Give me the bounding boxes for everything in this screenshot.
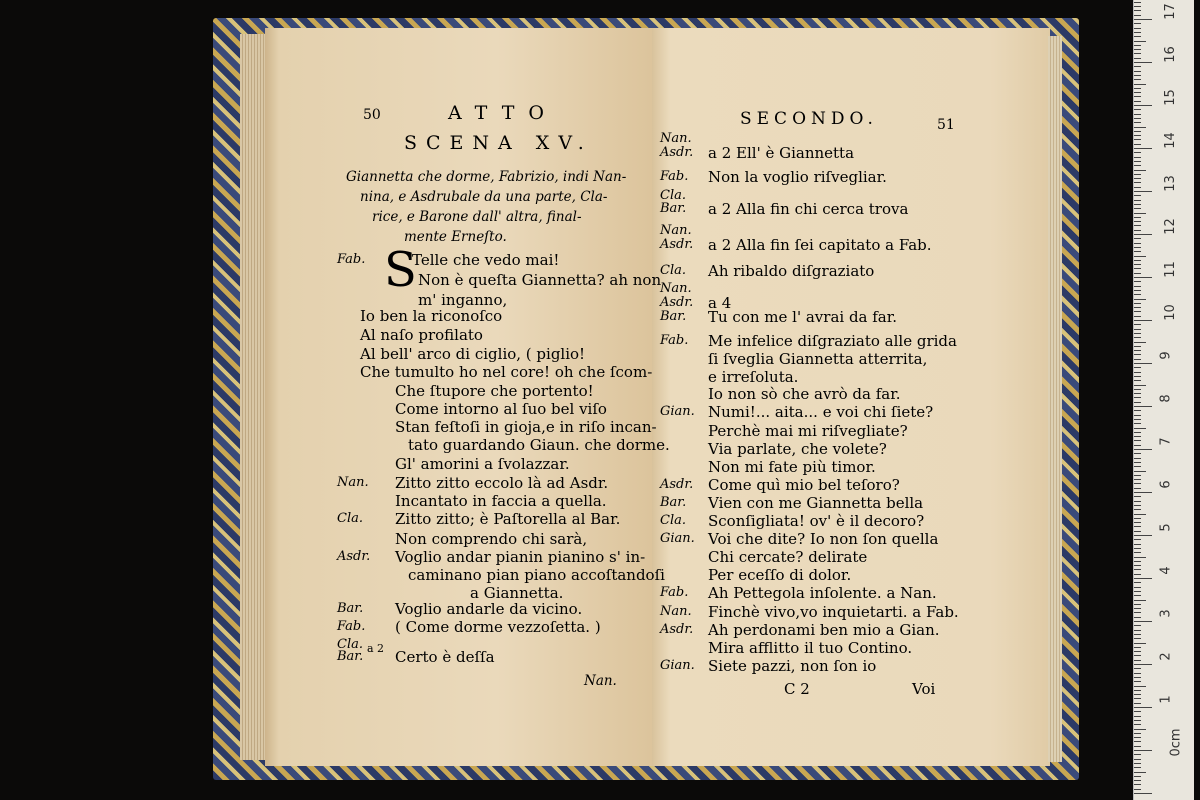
verse-line: Al naſo profilato (360, 326, 483, 344)
ruler-tick (1134, 733, 1141, 734)
speaker-label: Nan. (660, 281, 692, 296)
ruler-tick (1134, 118, 1141, 119)
verse-line: Via parlate, che volete? (708, 440, 887, 458)
ruler-tick (1134, 677, 1141, 678)
ruler-tick (1134, 109, 1141, 110)
verse-line: Per eceſſo di dolor. (708, 566, 852, 584)
ruler-tick (1134, 647, 1141, 648)
ruler-tick (1134, 10, 1141, 11)
ruler-tick (1134, 767, 1141, 768)
ruler-tick (1134, 617, 1141, 618)
ruler-tick (1134, 187, 1141, 188)
ruler-tick (1134, 243, 1141, 244)
ruler-tick (1134, 643, 1146, 644)
drop-cap: S (384, 242, 417, 298)
ruler-tick (1134, 346, 1141, 347)
ruler-tick (1134, 58, 1141, 59)
ruler-tick (1134, 277, 1152, 278)
ruler-number: 11 (1162, 261, 1178, 278)
ruler-tick (1134, 225, 1141, 226)
ruler-tick (1134, 664, 1152, 665)
ruler-tick (1134, 578, 1152, 579)
ruler-tick (1134, 62, 1152, 63)
ruler-tick (1134, 131, 1141, 132)
a2-marker-left: a 2 (367, 642, 385, 655)
verse-line: a 4 (708, 294, 732, 312)
ruler-tick (1134, 144, 1141, 145)
ruler-tick (1134, 208, 1141, 209)
verse-line: Chi cercate? delirate (708, 548, 868, 566)
ruler-tick (1134, 505, 1141, 506)
ruler-tick (1134, 514, 1146, 515)
verse-line: a 2 Alla fin chi cerca trova (708, 200, 909, 218)
ruler-tick (1134, 182, 1141, 183)
ruler-tick (1134, 174, 1141, 175)
ruler-tick (1134, 432, 1141, 433)
verse-line: Io non sò che avrò da far. (708, 385, 901, 403)
ruler-tick (1134, 440, 1141, 441)
ruler-number: 8 (1158, 394, 1174, 403)
ruler-tick (1134, 350, 1141, 351)
ruler-number: 15 (1162, 89, 1178, 106)
ruler-tick (1134, 784, 1141, 785)
verse-line: Non mi fate più timor. (708, 458, 876, 476)
ruler-tick (1134, 139, 1141, 140)
stage-direction-line: mente Erneſto. (404, 229, 507, 245)
speaker-label: Fab. (337, 252, 366, 267)
ruler-tick (1134, 53, 1141, 54)
ruler-tick (1134, 759, 1141, 760)
ruler-tick (1134, 6, 1141, 7)
ruler-tick (1134, 539, 1141, 540)
ruler-tick (1134, 630, 1141, 631)
ruler-tick (1134, 763, 1141, 764)
ruler-tick (1134, 402, 1141, 403)
ruler-number: 9 (1158, 351, 1174, 360)
ruler-tick (1134, 273, 1141, 274)
ruler-tick (1134, 483, 1141, 484)
ruler-tick (1134, 96, 1141, 97)
verse-line: Zitto zitto; è Paſtorella al Bar. (395, 510, 621, 528)
ruler-tick (1134, 41, 1146, 42)
verse-line: Telle che vedo mai! (412, 251, 560, 269)
speaker-label: Gian. (660, 404, 695, 419)
ruler-tick (1134, 660, 1141, 661)
ruler-tick (1134, 148, 1152, 149)
ruler-number: 4 (1158, 566, 1174, 575)
ruler-tick (1134, 264, 1141, 265)
ruler-tick (1134, 135, 1141, 136)
verse-line: Che ſtupore che portento! (395, 382, 594, 400)
ruler-tick (1134, 612, 1141, 613)
ruler-tick (1134, 729, 1146, 730)
ruler-tick (1134, 213, 1146, 214)
ruler-tick (1134, 625, 1141, 626)
ruler-tick (1134, 780, 1141, 781)
ruler-tick (1134, 88, 1141, 89)
ruler-tick (1134, 157, 1141, 158)
ruler-tick (1134, 380, 1141, 381)
ruler-tick (1134, 178, 1141, 179)
ruler-tick (1134, 221, 1141, 222)
stage-direction-line: Giannetta che dorme, Fabrizio, indi Nan- (346, 169, 627, 185)
ruler-tick (1134, 720, 1141, 721)
speaker-label: Asdr. (337, 549, 371, 564)
speaker-label: Bar. (337, 649, 364, 664)
ruler-tick (1134, 423, 1141, 424)
ruler-tick (1134, 436, 1141, 437)
verse-line: tato guardando Giaun. che dorme. (408, 436, 670, 454)
verse-line: Ah ribaldo diſgraziato (708, 262, 875, 280)
verse-line: Che tumulto ho nel core! oh che ſcom- (360, 363, 653, 381)
speaker-label: Bar. (660, 309, 687, 324)
ruler-tick (1134, 2, 1141, 3)
ruler-tick (1134, 303, 1141, 304)
verse-line: Come intorno al ſuo bel viſo (395, 400, 607, 418)
ruler-number: 2 (1158, 652, 1174, 661)
ruler-tick (1134, 471, 1146, 472)
ruler-tick (1134, 518, 1141, 519)
ruler-tick (1134, 75, 1141, 76)
verse-line: Stan feſtoſi in gioja,e in riſo incan- (395, 418, 657, 436)
ruler-tick (1134, 294, 1141, 295)
ruler-tick (1134, 591, 1141, 592)
ruler-tick (1134, 574, 1141, 575)
ruler-tick (1134, 268, 1141, 269)
verse-line: Non comprendo chi sarà, (395, 530, 588, 548)
ruler-tick (1134, 92, 1141, 93)
verse-line: Voi che dite? Io non ſon quella (708, 530, 939, 548)
verse-line: Incantato in faccia a quella. (395, 492, 607, 510)
scene-title: SCENA XV. (404, 132, 593, 154)
ruler-tick (1134, 488, 1141, 489)
ruler-tick (1134, 342, 1146, 343)
ruler-tick (1134, 552, 1141, 553)
verse-line: Ah Pettegola inſolente. a Nan. (708, 584, 937, 602)
ruler-tick (1134, 307, 1141, 308)
ruler-tick (1134, 445, 1141, 446)
ruler-tick (1134, 686, 1146, 687)
ruler-number: 1 (1158, 695, 1174, 704)
ruler-tick (1134, 200, 1141, 201)
ruler-tick (1134, 251, 1141, 252)
ruler-tick (1134, 789, 1141, 790)
ruler-number: 6 (1158, 480, 1174, 489)
ruler-tick (1134, 724, 1141, 725)
speaker-label: Asdr. (660, 477, 694, 492)
page-number-left: 50 (363, 107, 381, 123)
ruler-tick (1134, 376, 1141, 377)
ruler-tick (1134, 531, 1141, 532)
verse-line: m' inganno, (418, 291, 508, 309)
ruler-tick (1134, 600, 1146, 601)
speaker-label: Nan. (337, 475, 369, 490)
ruler-tick (1134, 754, 1141, 755)
ruler-tick (1134, 690, 1141, 691)
ruler-tick (1134, 337, 1141, 338)
ruler-tick (1134, 793, 1152, 794)
ruler-number: 16 (1162, 46, 1178, 63)
ruler-tick (1134, 238, 1141, 239)
verse-line: Non è queſta Giannetta? ah non (418, 271, 662, 289)
ruler-tick (1134, 152, 1141, 153)
ruler-tick (1134, 290, 1141, 291)
ruler-tick (1134, 23, 1141, 24)
ruler-tick (1134, 466, 1141, 467)
ruler-tick (1134, 36, 1141, 37)
catchword-right: Voi (912, 680, 936, 698)
ruler-tick (1134, 496, 1141, 497)
ruler-tick (1134, 522, 1141, 523)
verse-line: Io ben la riconoſco (360, 307, 503, 325)
speaker-label: Cla. (337, 511, 363, 526)
speaker-label: Bar. (660, 201, 687, 216)
ruler-tick (1134, 501, 1141, 502)
ruler-tick (1134, 737, 1141, 738)
ruler-tick (1134, 582, 1141, 583)
speaker-label: Fab. (660, 585, 689, 600)
ruler-tick (1134, 535, 1152, 536)
ruler-tick (1134, 170, 1146, 171)
ruler-tick (1134, 776, 1141, 777)
verse-line: Finchè vivo,vo inquietarti. a Fab. (708, 603, 959, 621)
ruler-tick (1134, 84, 1146, 85)
ruler-tick (1134, 195, 1141, 196)
speaker-label: Nan. (660, 131, 692, 146)
verse-line: a 2 Alla fin ſei capitato a Fab. (708, 236, 932, 254)
ruler-number: 5 (1158, 523, 1174, 532)
verse-line: e irreſoluta. (708, 368, 799, 386)
ruler-tick (1134, 561, 1141, 562)
ruler-tick (1134, 19, 1152, 20)
ruler-tick (1134, 393, 1141, 394)
ruler-number: 14 (1162, 132, 1178, 149)
verse-line: a Giannetta. (470, 584, 564, 602)
ruler-tick (1134, 234, 1152, 235)
ruler-tick (1134, 634, 1141, 635)
ruler-tick (1134, 707, 1152, 708)
verse-line: Voglio andar pianin pianino s' in- (395, 548, 646, 566)
ruler-tick (1134, 385, 1146, 386)
verse-line: Numi!... aita... e voi chi ſiete? (708, 403, 934, 421)
speaker-label: Asdr. (660, 237, 694, 252)
ruler-tick (1134, 716, 1141, 717)
ruler-number: 7 (1158, 437, 1174, 446)
verse-line: Come quì mio bel teſoro? (708, 476, 900, 494)
ruler-tick (1134, 428, 1146, 429)
speaker-label: Cla. (660, 263, 686, 278)
ruler-tick (1134, 406, 1152, 407)
ruler-tick (1134, 681, 1141, 682)
measurement-ruler (1133, 0, 1194, 800)
ruler-number: 10 (1162, 304, 1178, 321)
speaker-label: Fab. (337, 619, 366, 634)
ruler-tick (1134, 557, 1146, 558)
ruler-tick (1134, 479, 1141, 480)
verse-line: ſi ſveglia Giannetta atterrita, (708, 350, 928, 368)
verse-line: a 2 Ell' è Giannetta (708, 144, 855, 162)
speaker-label: Cla. (660, 188, 686, 203)
ruler-tick (1134, 28, 1141, 29)
running-header-right: SECONDO. (740, 109, 878, 129)
ruler-tick (1134, 230, 1141, 231)
verse-line: Mira afflitto il tuo Contino. (708, 639, 913, 657)
ruler-tick (1134, 772, 1146, 773)
ruler-tick (1134, 367, 1141, 368)
ruler-tick (1134, 638, 1141, 639)
ruler-tick (1134, 711, 1141, 712)
ruler-tick (1134, 191, 1152, 192)
ruler-tick (1134, 453, 1141, 454)
verse-line: Perchè mai mi riſvegliate? (708, 422, 908, 440)
ruler-tick (1134, 651, 1141, 652)
speaker-label: Cla. (337, 637, 363, 652)
page-block-edge (240, 34, 268, 760)
ruler-number: 17 (1162, 3, 1178, 20)
ruler-tick (1134, 703, 1141, 704)
ruler-tick (1134, 492, 1152, 493)
ruler-tick (1134, 462, 1141, 463)
ruler-tick (1134, 299, 1146, 300)
verse-line: Voglio andarle da vicino. (395, 600, 583, 618)
ruler-tick (1134, 415, 1141, 416)
ruler-tick (1134, 746, 1141, 747)
speaker-label: Asdr. (660, 145, 694, 160)
verse-line: Gl' amorini a ſvolazzar. (395, 455, 570, 473)
ruler-tick (1134, 587, 1141, 588)
ruler-tick (1134, 548, 1141, 549)
ruler-tick (1134, 311, 1141, 312)
ruler-tick (1134, 79, 1141, 80)
ruler-tick (1134, 127, 1146, 128)
ruler-tick (1134, 363, 1152, 364)
ruler-tick (1134, 655, 1141, 656)
ruler-tick (1134, 673, 1141, 674)
ruler-tick (1134, 389, 1141, 390)
verse-line: Me infelice diſgraziato alle grida (708, 332, 957, 350)
speaker-label: Nan. (660, 223, 692, 238)
ruler-tick (1134, 419, 1141, 420)
ruler-tick (1134, 316, 1141, 317)
ruler-tick (1134, 359, 1141, 360)
ruler-tick (1134, 281, 1141, 282)
verse-line: Sconſigliata! ov' è il decoro? (708, 512, 925, 530)
ruler-tick (1134, 621, 1152, 622)
ruler-tick (1134, 595, 1141, 596)
speaker-label: Bar. (660, 495, 687, 510)
ruler-tick (1134, 66, 1141, 67)
ruler-tick (1134, 165, 1141, 166)
speaker-label: Asdr. (660, 295, 694, 310)
speaker-label: Gian. (660, 658, 695, 673)
ruler-tick (1134, 449, 1152, 450)
ruler-tick (1134, 475, 1141, 476)
ruler-tick (1134, 101, 1141, 102)
ruler-tick (1134, 329, 1141, 330)
ruler-tick (1134, 260, 1141, 261)
ruler-tick (1134, 668, 1141, 669)
verse-line: Siete pazzi, non ſon io (708, 657, 877, 675)
verse-line: Non la voglio riſvegliar. (708, 168, 887, 186)
ruler-tick (1134, 217, 1141, 218)
speaker-label: Cla. (660, 513, 686, 528)
ruler-tick (1134, 569, 1141, 570)
ruler-tick (1134, 608, 1141, 609)
ruler-number: 12 (1162, 218, 1178, 235)
ruler-tick (1134, 320, 1152, 321)
ruler-tick (1134, 247, 1141, 248)
ruler-tick (1134, 105, 1152, 106)
ruler-tick (1134, 694, 1141, 695)
ruler-tick (1134, 49, 1141, 50)
ruler-tick (1134, 410, 1141, 411)
ruler-tick (1134, 604, 1141, 605)
ruler-tick (1134, 526, 1141, 527)
ruler-tick (1134, 71, 1141, 72)
stage-direction-line: nina, e Asdrubale da una parte, Cla- (360, 189, 608, 205)
ruler-tick (1134, 372, 1141, 373)
ruler-tick (1134, 397, 1141, 398)
verse-line: Zitto zitto eccolo là ad Asdr. (395, 474, 609, 492)
ruler-tick (1134, 509, 1141, 510)
ruler-number: 13 (1162, 175, 1178, 192)
ruler-tick (1134, 161, 1141, 162)
ruler-tick (1134, 256, 1146, 257)
ruler-tick (1134, 122, 1141, 123)
ruler-tick (1134, 45, 1141, 46)
verse-line: Vien con me Giannetta bella (708, 494, 924, 512)
ruler-tick (1134, 333, 1141, 334)
ruler-tick (1134, 565, 1141, 566)
verse-line: Ah perdonami ben mio a Gian. (708, 621, 940, 639)
verse-line: Tu con me l' avrai da far. (708, 308, 898, 326)
speaker-label: Gian. (660, 531, 695, 546)
speaker-label: Fab. (660, 169, 689, 184)
ruler-tick (1134, 15, 1141, 16)
ruler-tick (1134, 114, 1141, 115)
right-page-edge (1048, 36, 1062, 762)
stage-direction-line: rice, e Barone dall' altra, final- (372, 209, 582, 225)
ruler-tick (1134, 286, 1141, 287)
ruler-tick (1134, 324, 1141, 325)
verse-line: ( Come dorme vezzoſetta. ) (395, 618, 601, 636)
ruler-tick (1134, 32, 1141, 33)
ruler-tick (1134, 204, 1141, 205)
ruler-number: 3 (1158, 609, 1174, 618)
catchword-left: Nan. (584, 673, 617, 689)
page-number-right: 51 (937, 117, 955, 133)
signature-mark: C 2 (784, 680, 810, 698)
ruler-tick (1134, 458, 1141, 459)
ruler-tick (1134, 698, 1141, 699)
speaker-label: Nan. (660, 604, 692, 619)
verse-line: caminano pian piano accoſtandoſi (408, 566, 665, 584)
verse-line: Certo è deſſa (395, 648, 495, 666)
speaker-label: Fab. (660, 333, 689, 348)
verse-line: Al bell' arco di ciglio, ( piglio! (360, 345, 586, 363)
ruler-tick (1134, 544, 1141, 545)
ruler-tick (1134, 741, 1141, 742)
speaker-label: Asdr. (660, 622, 694, 637)
running-header-left: ATTO (448, 102, 558, 124)
ruler-number: 0cm (1168, 728, 1184, 757)
ruler-tick (1134, 750, 1152, 751)
ruler-tick (1134, 354, 1141, 355)
speaker-label: Bar. (337, 601, 364, 616)
